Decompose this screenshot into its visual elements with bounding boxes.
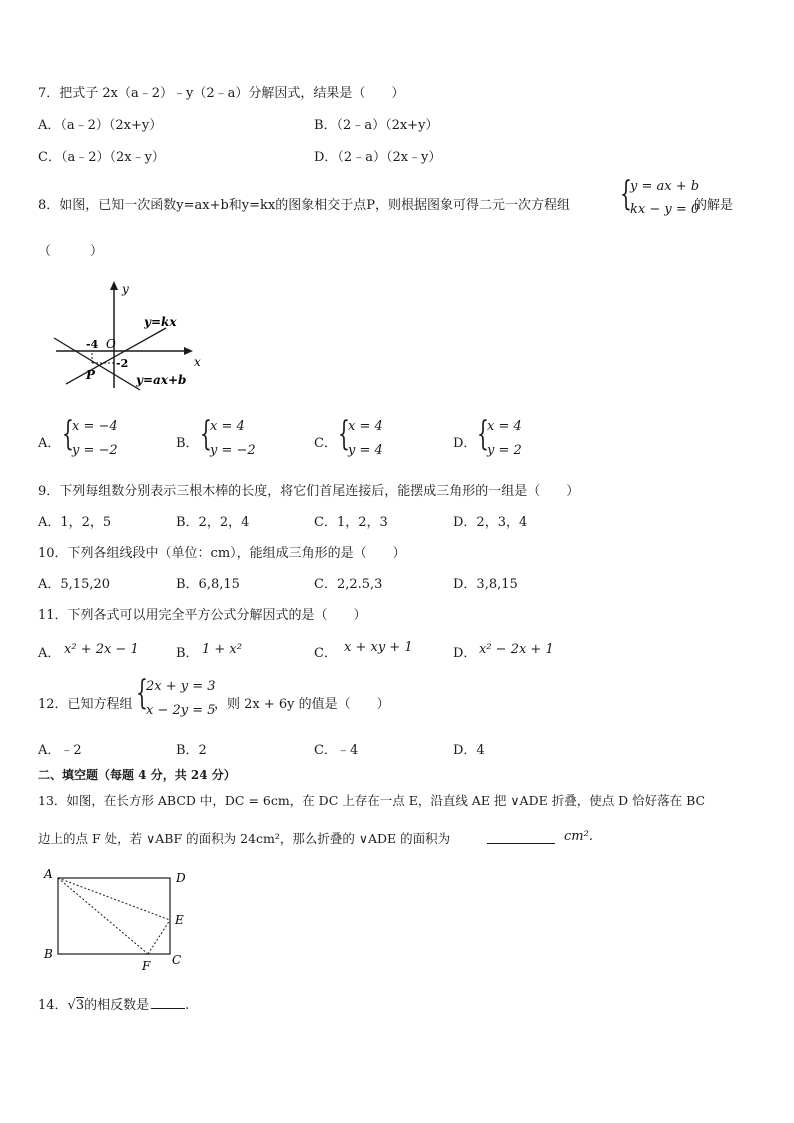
- q10-option-c: C．2,2.5,3: [314, 577, 383, 592]
- q11-option-d-expr: x² − 2x + 1: [479, 642, 554, 657]
- q13-label-f: F: [142, 959, 151, 973]
- q12-stem-end: ，则 2x + 6y 的值是（ ）: [214, 697, 390, 712]
- q12-system-brace: {: [136, 673, 148, 713]
- q8-stem: 8．如图，已知一次函数y=ax+b和y=kx的图象相交于点P，则根据图象可得二元一次方程组: [38, 198, 570, 213]
- q14-sqrt-arg: 3: [75, 998, 85, 1013]
- q14-end: .: [185, 998, 190, 1013]
- q13-line2: 边上的点 F 处，若 ∨ABF 的面积为 24cm²，那么折叠的 ∨ADE 的面积为: [38, 831, 451, 846]
- q12-option-d: D．4: [453, 743, 485, 758]
- q12-stem: 12．已知方程组: [38, 697, 133, 712]
- q11-option-d-letter: D．: [453, 646, 477, 661]
- q9-option-c: C．1，2，3: [314, 515, 388, 530]
- q13-rectangle-figure: [36, 864, 196, 974]
- q8-y-arrow: [110, 281, 118, 290]
- q14-number: 14．: [38, 998, 68, 1013]
- q11-option-c-letter: C．: [314, 646, 337, 661]
- q8-option-c-letter: C．: [314, 436, 337, 451]
- q14-answer-blank: [151, 996, 185, 1009]
- q8-tick-x: -4: [86, 338, 99, 351]
- q8-system-eq1: y = ax + b: [630, 179, 700, 194]
- q9-option-b: B．2，2，4: [176, 515, 250, 530]
- q13-line-ae: [58, 878, 170, 920]
- q10-option-a: A．5,15,20: [38, 577, 111, 592]
- q8-graph: [48, 276, 208, 394]
- q8-point-label: P: [86, 368, 96, 382]
- q13-label-c: C: [172, 953, 182, 967]
- q11-option-a-expr: x² + 2x − 1: [64, 642, 139, 657]
- q11-option-c-expr: x + xy + 1: [344, 640, 413, 655]
- q13-unit: cm².: [564, 829, 593, 844]
- q14-sqrt-sign: √: [67, 998, 76, 1013]
- q8-x-arrow: [184, 347, 193, 355]
- q10-stem: 10．下列各组线段中（单位：cm），能组成三角形的是（ ）: [38, 546, 406, 561]
- section2-title: 二、填空题（每题 4 分，共 24 分）: [38, 768, 236, 782]
- q12-option-a: A．﹣2: [38, 743, 82, 758]
- q8-origin-label: O: [106, 337, 116, 351]
- q13-line1: 13．如图，在长方形 ABCD 中，DC = 6cm，在 DC 上存在一点 E，沿直线 AE 把 ∨ADE 折叠，使点 D 恰好落在 BC: [38, 793, 706, 808]
- q8-option-a-brace: {: [62, 414, 74, 454]
- q8-system-eq2: kx − y = 0: [630, 202, 700, 217]
- q7-option-d: D．（2﹣a）（2x﹣y）: [314, 150, 442, 165]
- q11-option-b-letter: B．: [176, 646, 199, 661]
- q10-option-b: B．6,8,15: [176, 577, 240, 592]
- q8-x-label: x: [194, 355, 201, 369]
- q12-eq2: x − 2y = 5: [146, 703, 216, 718]
- q8-option-b-letter: B．: [176, 436, 199, 451]
- q11-option-b-expr: 1 + x²: [202, 642, 242, 657]
- q8-y-label: y: [122, 282, 129, 296]
- q8-answer-blank: （ ）: [38, 244, 104, 259]
- q7-option-c: C．（a﹣2）（2x﹣y）: [38, 150, 165, 165]
- q13-rectangle: [58, 878, 170, 954]
- q14-stem: [38, 994, 189, 1013]
- q7-stem: 7．把式子 2x（a﹣2）﹣y（2﹣a）分解因式，结果是（ ）: [38, 86, 405, 101]
- q8-option-c-eq1: x = 4: [348, 419, 383, 434]
- q7-option-b: B．（2﹣a）（2x+y）: [314, 118, 439, 133]
- q7-option-a: A．（a﹣2）（2x+y）: [38, 118, 163, 133]
- q10-option-d: D．3,8,15: [453, 577, 518, 592]
- q13-line-fe: [148, 920, 170, 954]
- q8-option-d-eq2: y = 2: [487, 443, 522, 458]
- q13-label-e: E: [175, 913, 184, 927]
- q8-option-a-eq1: x = −4: [72, 419, 118, 434]
- q9-option-a: A．1，2，5: [38, 515, 112, 530]
- q13-label-a: A: [44, 867, 53, 881]
- q8-tick-y: -2: [116, 357, 129, 370]
- q8-option-b-brace: {: [200, 414, 212, 454]
- q8-option-a-eq2: y = −2: [72, 443, 118, 458]
- q8-stem-end: 的解是: [694, 198, 734, 213]
- q8-option-a-letter: A．: [38, 436, 61, 451]
- q8-option-d-eq1: x = 4: [487, 419, 522, 434]
- q8-option-d-brace: {: [477, 414, 489, 454]
- q9-option-d: D．2，3，4: [453, 515, 528, 530]
- q11-stem: 11．下列各式可以用完全平方公式分解因式的是（ ）: [38, 608, 367, 623]
- q12-option-b: B．2: [176, 743, 207, 758]
- q8-option-b-eq2: y = −2: [210, 443, 256, 458]
- q8-system-brace: {: [620, 174, 632, 214]
- q8-option-b-eq1: x = 4: [210, 419, 245, 434]
- q14-stem-text: 的相反数是: [84, 998, 150, 1013]
- q13-line-af: [58, 878, 148, 954]
- q8-option-c-brace: {: [338, 414, 350, 454]
- q13-label-d: D: [176, 871, 186, 885]
- q9-stem: 9．下列每组数分别表示三根木棒的长度，将它们首尾连接后，能摆成三角形的一组是（ ）: [38, 484, 580, 499]
- q8-option-c-eq2: y = 4: [348, 443, 383, 458]
- q8-line2-label: y=ax+b: [136, 373, 187, 387]
- q11-option-a-letter: A．: [38, 646, 61, 661]
- q12-option-c: C．﹣4: [314, 743, 359, 758]
- q8-option-d-letter: D．: [453, 436, 477, 451]
- q8-line1-label: y=kx: [144, 315, 177, 329]
- q12-eq1: 2x + y = 3: [146, 679, 216, 694]
- q13-answer-blank: [487, 829, 555, 848]
- q13-label-b: B: [44, 947, 53, 961]
